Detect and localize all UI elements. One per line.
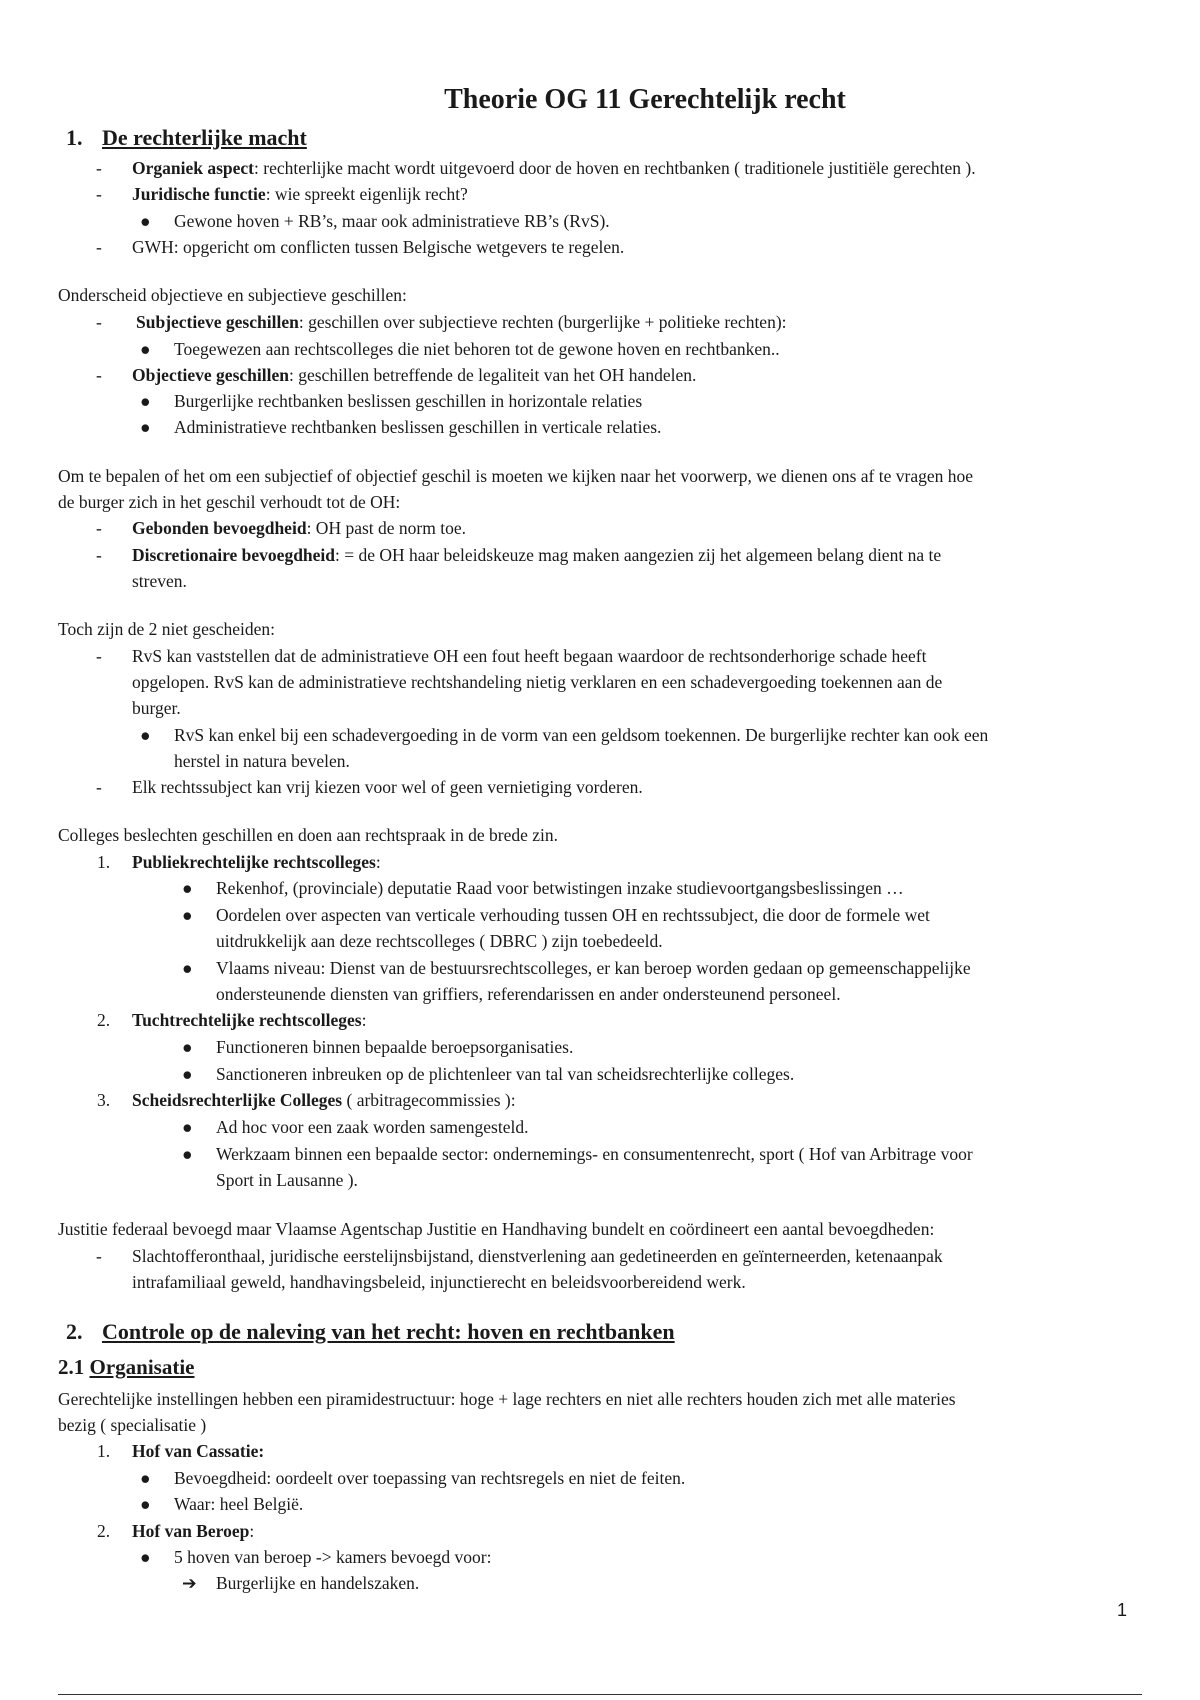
list-item: Sanctioneren inbreuken op de plichtenleer van tal van scheidsrechterlijke colleges. xyxy=(216,1064,795,1084)
bullet-marker: ● xyxy=(182,1117,193,1137)
bullet-marker: ● xyxy=(182,878,193,898)
subsection-heading xyxy=(58,1355,195,1380)
page-number: 1 xyxy=(1117,1600,1128,1620)
bullet-marker: ● xyxy=(140,1494,151,1514)
dash-marker: - xyxy=(96,1246,102,1266)
list-item: Juridische functie: wie spreekt eigenlijk recht? xyxy=(132,184,468,204)
bullet-marker: ● xyxy=(182,958,193,978)
page-title: Theorie OG 11 Gerechtelijk recht xyxy=(444,84,846,115)
section-2-heading xyxy=(66,1319,675,1345)
dash-marker: - xyxy=(96,545,102,565)
list-item-continuation: opgelopen. RvS kan de administratieve rechtshandeling nietig verklaren en een schadevergoeding toekennen aan de xyxy=(132,672,943,692)
list-item: Slachtofferonthaal, juridische eerstelijnsbijstand, dienstverlening aan gedetineerden en geïnterneerden, ketenaanpak xyxy=(132,1246,943,1266)
list-item: Burgerlijke en handelszaken. xyxy=(216,1573,420,1593)
list-item-continuation: Sport in Lausanne ). xyxy=(216,1170,358,1190)
bullet-marker: ● xyxy=(140,725,151,745)
list-item-continuation: burger. xyxy=(132,698,181,718)
paragraph: de burger zich in het geschil verhoudt tot de OH: xyxy=(58,492,401,512)
paragraph: Om te bepalen of het om een subjectief of objectief geschil is moeten we kijken naar het voorwerp, we dienen ons af te vragen hoe xyxy=(58,466,974,486)
list-item-continuation: herstel in natura bevelen. xyxy=(174,751,350,771)
bullet-marker: ● xyxy=(140,211,151,231)
bullet-marker: ● xyxy=(140,1547,151,1567)
dash-marker: - xyxy=(96,312,102,332)
section-title: De rechterlijke macht xyxy=(102,125,307,150)
list-item-continuation: intrafamiliaal geweld, handhavingsbeleid, injunctierecht en beleidsvoorbereidend werk. xyxy=(132,1272,746,1292)
subsection-number: 2.1 xyxy=(58,1355,85,1379)
numbered-item: Scheidsrechterlijke Colleges ( arbitragecommissies ): xyxy=(132,1090,516,1110)
numbered-item: Hof van Cassatie: xyxy=(132,1441,265,1461)
list-item: Rekenhof, (provinciale) deputatie Raad voor betwistingen inzake studievoortgangsbeslissingen … xyxy=(216,878,904,898)
paragraph: Gerechtelijke instellingen hebben een piramidestructuur: hoge + lage rechters en niet alle rechters houden zich met alle materies xyxy=(58,1389,956,1409)
list-item: RvS kan enkel bij een schadevergoeding in de vorm van een geldsom toekennen. De burgerlijke rechter kan ook een xyxy=(174,725,989,745)
list-item: 5 hoven van beroep -> kamers bevoegd voor: xyxy=(174,1547,492,1567)
list-number: 1. xyxy=(97,852,111,872)
list-item: Subjectieve geschillen: geschillen over subjectieve rechten (burgerlijke + politieke rechten): xyxy=(136,312,787,332)
list-item: Gebonden bevoegdheid: OH past de norm toe. xyxy=(132,518,466,538)
list-item: Ad hoc voor een zaak worden samengesteld. xyxy=(216,1117,529,1137)
dash-marker: - xyxy=(96,184,102,204)
paragraph: Toch zijn de 2 niet gescheiden: xyxy=(58,619,275,639)
list-item: Werkzaam binnen een bepaalde sector: ondernemings- en consumentenrecht, sport ( Hof van Arbitrage voor xyxy=(216,1144,973,1164)
dash-marker: - xyxy=(96,158,102,178)
list-number: 2. xyxy=(97,1010,111,1030)
dash-marker: - xyxy=(96,518,102,538)
list-item: Elk rechtssubject kan vrij kiezen voor wel of geen vernietiging vorderen. xyxy=(132,777,643,797)
bullet-marker: ● xyxy=(182,905,193,925)
list-item: Administratieve rechtbanken beslissen geschillen in verticale relaties. xyxy=(174,417,662,437)
list-item-continuation: streven. xyxy=(132,571,187,591)
list-item: Objectieve geschillen: geschillen betreffende de legaliteit van het OH handelen. xyxy=(132,365,697,385)
list-item: Toegewezen aan rechtscolleges die niet behoren tot de gewone hoven en rechtbanken.. xyxy=(174,339,780,359)
paragraph: Colleges beslechten geschillen en doen aan rechtspraak in de brede zin. xyxy=(58,825,559,845)
list-item-continuation: ondersteunende diensten van griffiers, referendarissen en ander ondersteunend personeel. xyxy=(216,984,841,1004)
numbered-item: Publiekrechtelijke rechtscolleges: xyxy=(132,852,381,872)
list-item: Oordelen over aspecten van verticale verhouding tussen OH en rechtssubject, die door de formele wet xyxy=(216,905,930,925)
list-item: Discretionaire bevoegdheid: = de OH haar beleidskeuze mag maken aangezien zij het algemeen belang dient na te xyxy=(132,545,942,565)
section-number: 1. xyxy=(66,125,83,150)
bullet-marker: ● xyxy=(182,1037,193,1057)
footer-divider xyxy=(58,1694,1142,1695)
section-number: 2. xyxy=(66,1319,83,1344)
list-number: 3. xyxy=(97,1090,111,1110)
list-item: Bevoegdheid: oordeelt over toepassing van rechtsregels en niet de feiten. xyxy=(174,1468,686,1488)
list-number: 1. xyxy=(97,1441,111,1461)
dash-marker: - xyxy=(96,777,102,797)
list-item: Vlaams niveau: Dienst van de bestuursrechtscolleges, er kan beroep worden gedaan op gemeenschappelijke xyxy=(216,958,971,978)
paragraph: Justitie federaal bevoegd maar Vlaamse Agentschap Justitie en Handhaving bundelt en coördineert een aantal bevoegdheden: xyxy=(58,1219,935,1239)
bullet-marker: ● xyxy=(140,391,151,411)
dash-marker: - xyxy=(96,237,102,257)
section-title: Controle op de naleving van het recht: hoven en rechtbanken xyxy=(102,1319,675,1344)
subsection-title: Organisatie xyxy=(89,1355,195,1379)
paragraph: Onderscheid objectieve en subjectieve geschillen: xyxy=(58,285,407,305)
bullet-marker: ● xyxy=(140,417,151,437)
list-item-continuation: uitdrukkelijk aan deze rechtscolleges ( DBRC ) zijn toebedeeld. xyxy=(216,931,663,951)
list-item: Burgerlijke rechtbanken beslissen geschillen in horizontale relaties xyxy=(174,391,643,411)
list-number: 2. xyxy=(97,1521,111,1541)
bullet-marker: ● xyxy=(182,1144,193,1164)
numbered-item: Hof van Beroep: xyxy=(132,1521,255,1541)
list-item: Waar: heel België. xyxy=(174,1494,304,1514)
numbered-item: Tuchtrechtelijke rechtscolleges: xyxy=(132,1010,367,1030)
paragraph: bezig ( specialisatie ) xyxy=(58,1415,207,1435)
dash-marker: - xyxy=(96,365,102,385)
bullet-marker: ● xyxy=(140,1468,151,1488)
dash-marker: - xyxy=(96,646,102,666)
list-item: Functioneren binnen bepaalde beroepsorganisaties. xyxy=(216,1037,574,1057)
bullet-marker: ● xyxy=(140,339,151,359)
section-1-heading xyxy=(66,125,307,151)
bullet-marker: ● xyxy=(182,1064,193,1084)
list-item: RvS kan vaststellen dat de administratieve OH een fout heeft begaan waardoor de rechtsonderhorige schade heeft xyxy=(132,646,927,666)
list-item: GWH: opgericht om conflicten tussen Belgische wetgevers te regelen. xyxy=(132,237,625,257)
arrow-icon: ➔ xyxy=(182,1573,197,1593)
list-item: Organiek aspect: rechterlijke macht wordt uitgevoerd door de hoven en rechtbanken ( traditionele justitiële gerechten ). xyxy=(132,158,976,178)
list-item: Gewone hoven + RB’s, maar ook administratieve RB’s (RvS). xyxy=(174,211,610,231)
